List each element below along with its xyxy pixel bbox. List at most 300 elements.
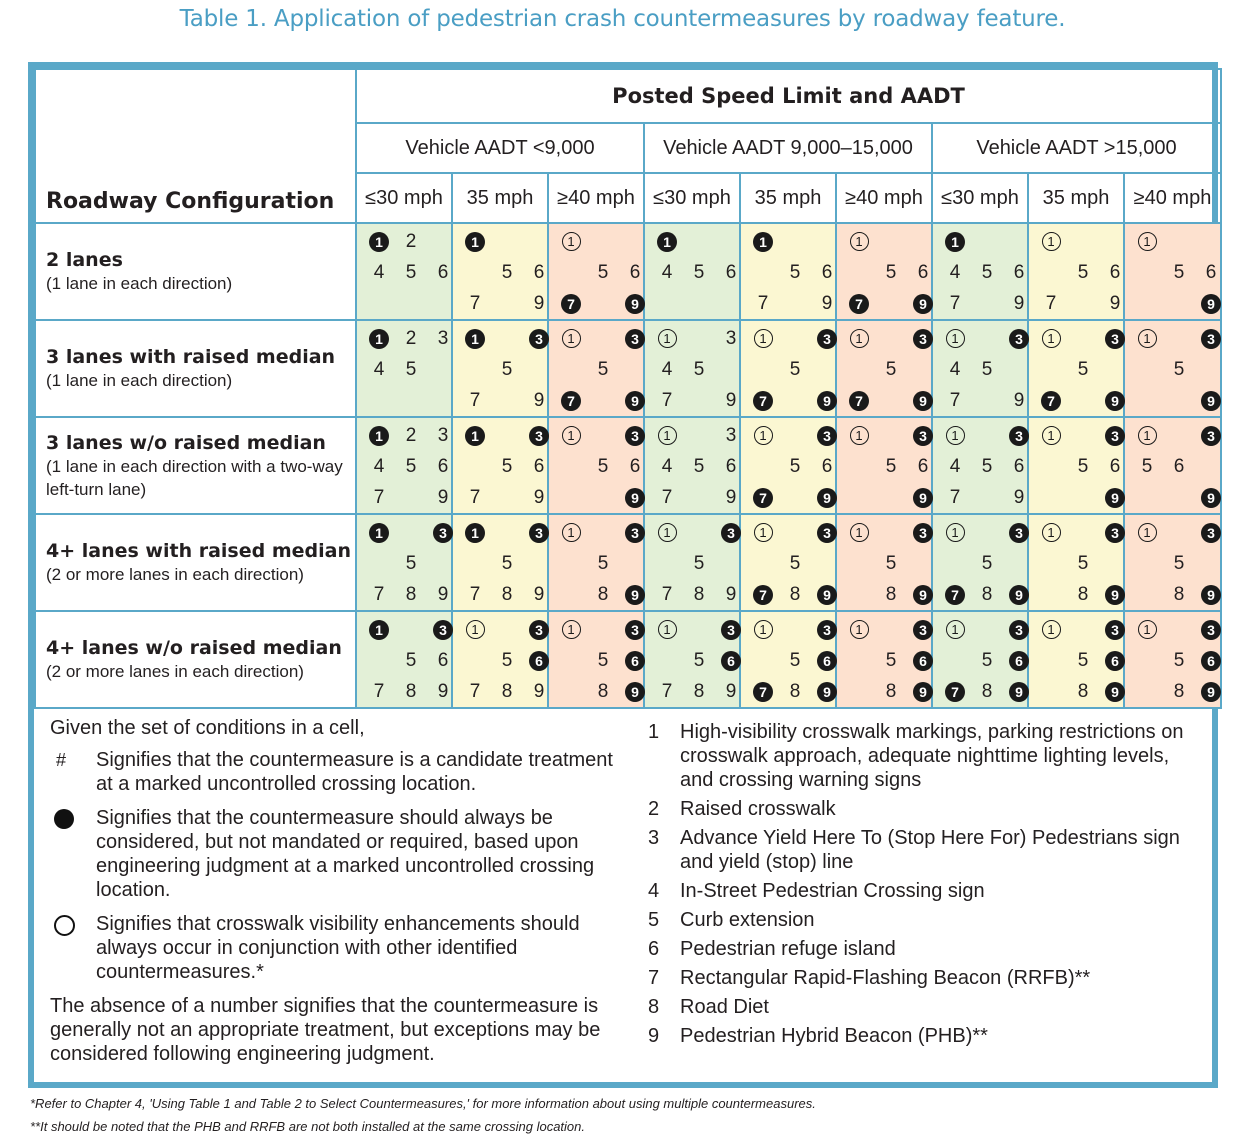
- cell-slot: [683, 645, 715, 676]
- countermeasure-number: 9: [533, 583, 545, 605]
- legend-hash-item: [50, 748, 620, 796]
- cell-slot: [1003, 288, 1035, 319]
- cell-slot: [651, 482, 683, 513]
- filled-number-icon: 7: [561, 391, 581, 411]
- table-row: [35, 320, 1221, 417]
- cell-slot: [1131, 257, 1163, 288]
- cell-slot: [427, 482, 459, 513]
- cell-slot: [491, 257, 523, 288]
- cell-slot: [587, 548, 619, 579]
- cell-slot: [1099, 548, 1131, 579]
- filled-number-icon: 7: [561, 294, 581, 314]
- filled-number-icon: 9: [1201, 585, 1221, 605]
- footnote-1: *Refer to Chapter 4, 'Using Table 1 and Table 2 to Select Countermeasures,' for more information about using multiple countermeasures.: [30, 1096, 816, 1111]
- cell-slot: [491, 451, 523, 482]
- cell-slot: [1195, 676, 1227, 707]
- cell-slot: [523, 451, 555, 482]
- cell-slot: [843, 482, 875, 513]
- cell-slot: [843, 385, 875, 416]
- filled-number-icon: 9: [1201, 488, 1221, 508]
- countermeasure-number: 9: [725, 486, 737, 508]
- cell-slot: [939, 257, 971, 288]
- cell-slot: [587, 676, 619, 707]
- countermeasure-number: 7: [469, 292, 481, 314]
- cell-slot: [747, 645, 779, 676]
- cell-slot: [683, 257, 715, 288]
- cell-slot: [779, 354, 811, 385]
- open-number-icon: 1: [658, 523, 677, 542]
- cell-slot: [363, 676, 395, 707]
- cell-slot: [811, 354, 843, 385]
- cell-slot: [875, 354, 907, 385]
- cell-slot: [395, 323, 427, 354]
- cell-slot: [523, 323, 555, 354]
- countermeasure-number: 6: [1173, 455, 1185, 477]
- filled-number-icon: 9: [1105, 488, 1125, 508]
- filled-number-icon: 6: [1009, 651, 1029, 671]
- filled-number-icon: 9: [1105, 585, 1125, 605]
- open-number-icon: 1: [754, 523, 773, 542]
- row-description: (1 lane in each direction with a two-way left-turn lane): [46, 456, 343, 499]
- cell-slot: [555, 548, 587, 579]
- cell-slot: [491, 517, 523, 548]
- cell-slot: [843, 451, 875, 482]
- countermeasure-number: 3: [437, 327, 449, 349]
- cell-slot: [875, 645, 907, 676]
- countermeasure-cell: [452, 611, 548, 708]
- cell-slot: [491, 614, 523, 645]
- cell-slot: [971, 323, 1003, 354]
- cell-slot: [1003, 676, 1035, 707]
- filled-number-icon: 6: [1105, 651, 1125, 671]
- cell-slot: [587, 420, 619, 451]
- filled-number-icon: 9: [817, 682, 837, 702]
- cell-slot: [811, 420, 843, 451]
- cell-slot: [1099, 420, 1131, 451]
- cell-slot: [811, 385, 843, 416]
- table-row: [35, 611, 1221, 708]
- cell-slot: [843, 645, 875, 676]
- countermeasure-number: 6: [1109, 261, 1121, 283]
- cell-slot: [843, 323, 875, 354]
- filled-number-icon: 3: [1105, 426, 1125, 446]
- countermeasure-item: [644, 908, 1204, 932]
- filled-number-icon: 9: [817, 391, 837, 411]
- filled-number-icon: 6: [913, 651, 933, 671]
- cell-slot: [427, 614, 459, 645]
- cell-slot: [1003, 482, 1035, 513]
- row-name: 2 lanes: [46, 249, 123, 271]
- cell-slot: [843, 226, 875, 257]
- cell-slot: [619, 257, 651, 288]
- cell-slot: [555, 354, 587, 385]
- legend-absence-text: The absence of a number signifies that the countermeasure is generally not an appropriate treatment, but exceptions may be considered following engineering judgment.: [50, 995, 601, 1065]
- cell-slot: [939, 451, 971, 482]
- cell-slot: [363, 517, 395, 548]
- filled-number-icon: 3: [817, 620, 837, 640]
- countermeasure-number: 9: [1013, 486, 1025, 508]
- cell-slot: [459, 354, 491, 385]
- cell-slot: [715, 676, 747, 707]
- filled-number-icon: 1: [465, 426, 485, 446]
- cell-slot: [1003, 548, 1035, 579]
- cell-slot: [971, 226, 1003, 257]
- cell-slot: [523, 385, 555, 416]
- filled-number-icon: 3: [913, 426, 933, 446]
- cell-slot: [619, 420, 651, 451]
- countermeasure-number: 4: [661, 358, 673, 380]
- row-description: (2 or more lanes in each direction): [46, 565, 304, 584]
- countermeasure-number: 7: [949, 292, 961, 314]
- countermeasure-number: 7: [373, 486, 385, 508]
- countermeasure-number: 8: [981, 680, 993, 702]
- countermeasure-number: 7: [661, 389, 673, 411]
- cell-slot: [427, 385, 459, 416]
- cell-slot: [1035, 645, 1067, 676]
- cell-slot: [779, 288, 811, 319]
- cell-slot: [1067, 420, 1099, 451]
- cell-slot: [587, 257, 619, 288]
- row-name: 4+ lanes w/o raised median: [46, 637, 342, 659]
- cell-slot: [651, 323, 683, 354]
- footnote-2: **It should be noted that the PHB and RRFB are not both installed at the same crossing location.: [30, 1119, 585, 1134]
- cell-slot: [1067, 257, 1099, 288]
- cell-slot: [779, 548, 811, 579]
- countermeasure-number: 5: [501, 261, 513, 283]
- open-number-icon: 1: [946, 523, 965, 542]
- cell-slot: [875, 323, 907, 354]
- cell-slot: [1163, 614, 1195, 645]
- row-description: (1 lane in each direction): [46, 274, 233, 293]
- countermeasure-number: 5: [885, 552, 897, 574]
- filled-number-icon: 3: [1201, 523, 1221, 543]
- cell-slot: [427, 323, 459, 354]
- cell-slot: [491, 354, 523, 385]
- countermeasure-number: 6: [821, 455, 833, 477]
- cell-slot: [1099, 676, 1131, 707]
- cell-slot: [939, 226, 971, 257]
- cell-slot: [683, 579, 715, 610]
- filled-circle-icon: [54, 809, 74, 829]
- open-number-icon: 1: [850, 232, 869, 251]
- cell-slot: [363, 354, 395, 385]
- countermeasure-cell: [1124, 417, 1221, 514]
- cell-slot: [395, 548, 427, 579]
- filled-number-icon: 3: [433, 620, 453, 640]
- cell-slot: [1131, 420, 1163, 451]
- cell-slot: [1163, 323, 1195, 354]
- cell-slot: [907, 451, 939, 482]
- countermeasure-number: 6: [821, 261, 833, 283]
- countermeasure-cell: [548, 417, 644, 514]
- countermeasure-number: 4: [949, 358, 961, 380]
- cell-slot: [555, 517, 587, 548]
- countermeasure-text: Advance Yield Here To (Stop Here For) Pedestrians sign and yield (stop) line: [680, 827, 1180, 873]
- filled-number-icon: 7: [753, 585, 773, 605]
- cell-slot: [395, 385, 427, 416]
- countermeasure-number: 8: [1077, 680, 1089, 702]
- cell-slot: [683, 288, 715, 319]
- filled-number-icon: 3: [913, 523, 933, 543]
- filled-number-icon: 6: [817, 651, 837, 671]
- countermeasure-number: 5: [501, 552, 513, 574]
- countermeasure-number: 5: [501, 455, 513, 477]
- countermeasure-number: 9: [648, 1025, 660, 1047]
- cell-slot: [939, 676, 971, 707]
- countermeasure-cell: [740, 320, 836, 417]
- cell-slot: [1003, 645, 1035, 676]
- countermeasure-cell: [932, 611, 1028, 708]
- cell-slot: [523, 645, 555, 676]
- countermeasure-number: 5: [693, 358, 705, 380]
- filled-number-icon: 7: [945, 585, 965, 605]
- open-number-icon: 1: [946, 329, 965, 348]
- cell-slot: [1131, 548, 1163, 579]
- cell-slot: [619, 451, 651, 482]
- cell-slot: [907, 517, 939, 548]
- cell-slot: [1099, 354, 1131, 385]
- cell-slot: [907, 323, 939, 354]
- countermeasure-item: [644, 995, 1204, 1019]
- cell-slot: [811, 257, 843, 288]
- cell-slot: [587, 354, 619, 385]
- open-number-icon: 1: [658, 426, 677, 445]
- cell-slot: [363, 614, 395, 645]
- cell-slot: [459, 614, 491, 645]
- cell-slot: [1195, 451, 1227, 482]
- cell-slot: [939, 645, 971, 676]
- cell-slot: [811, 614, 843, 645]
- cell-slot: [779, 676, 811, 707]
- countermeasure-number: 5: [693, 552, 705, 574]
- cell-slot: [939, 482, 971, 513]
- cell-slot: [619, 517, 651, 548]
- cell-slot: [619, 288, 651, 319]
- cell-slot: [1099, 645, 1131, 676]
- aadt-group-header: Vehicle AADT 9,000–15,000: [644, 123, 932, 173]
- cell-slot: [875, 451, 907, 482]
- countermeasure-cell: [932, 417, 1028, 514]
- filled-number-icon: 1: [369, 620, 389, 640]
- cell-slot: [1067, 517, 1099, 548]
- countermeasure-cell: [740, 223, 836, 320]
- cell-slot: [747, 226, 779, 257]
- cell-slot: [971, 420, 1003, 451]
- cell-slot: [491, 579, 523, 610]
- cell-slot: [1195, 645, 1227, 676]
- countermeasure-text: Rectangular Rapid-Flashing Beacon (RRFB)**: [680, 967, 1091, 989]
- countermeasure-number: 7: [373, 583, 385, 605]
- filled-number-icon: 3: [913, 620, 933, 640]
- open-number-icon: 1: [850, 523, 869, 542]
- cell-slot: [1067, 548, 1099, 579]
- open-number-icon: 1: [1042, 523, 1061, 542]
- countermeasure-number: 5: [981, 455, 993, 477]
- cell-slot: [1131, 288, 1163, 319]
- cell-slot: [491, 323, 523, 354]
- cell-slot: [491, 482, 523, 513]
- countermeasure-number: 8: [1173, 680, 1185, 702]
- countermeasure-number: 5: [597, 261, 609, 283]
- cell-slot: [395, 226, 427, 257]
- cell-slot: [363, 288, 395, 319]
- countermeasure-number: 7: [757, 292, 769, 314]
- countermeasure-cell: [644, 320, 740, 417]
- filled-number-icon: 9: [1105, 391, 1125, 411]
- hash-symbol: #: [56, 750, 67, 770]
- countermeasure-number: 5: [1077, 261, 1089, 283]
- cell-slot: [427, 517, 459, 548]
- cell-slot: [651, 548, 683, 579]
- cell-slot: [779, 579, 811, 610]
- cell-slot: [1035, 579, 1067, 610]
- filled-number-icon: 3: [817, 523, 837, 543]
- filled-number-icon: 7: [849, 391, 869, 411]
- countermeasure-cell: [356, 514, 452, 611]
- cell-slot: [1067, 614, 1099, 645]
- cell-slot: [363, 579, 395, 610]
- cell-slot: [1195, 385, 1227, 416]
- countermeasure-cell: [1028, 611, 1124, 708]
- cell-slot: [811, 548, 843, 579]
- cell-slot: [395, 420, 427, 451]
- countermeasure-number: 5: [1077, 455, 1089, 477]
- cell-slot: [363, 420, 395, 451]
- filled-number-icon: 3: [721, 620, 741, 640]
- countermeasure-number: 5: [405, 649, 417, 671]
- cell-slot: [1035, 257, 1067, 288]
- cell-slot: [1163, 354, 1195, 385]
- cell-slot: [811, 482, 843, 513]
- table-row: [35, 417, 1221, 514]
- countermeasure-number: 5: [501, 358, 513, 380]
- cell-slot: [1003, 614, 1035, 645]
- filled-number-icon: 9: [1009, 682, 1029, 702]
- countermeasure-number: 6: [629, 261, 641, 283]
- open-number-icon: 1: [562, 426, 581, 445]
- countermeasure-number: 5: [789, 358, 801, 380]
- cell-slot: [555, 288, 587, 319]
- open-number-icon: 1: [850, 426, 869, 445]
- open-number-icon: 1: [754, 329, 773, 348]
- speed-header: ≥40 mph: [1124, 173, 1221, 223]
- countermeasure-number: 6: [437, 455, 449, 477]
- cell-slot: [459, 517, 491, 548]
- cell-slot: [907, 420, 939, 451]
- countermeasure-number: 9: [1013, 389, 1025, 411]
- cell-slot: [491, 226, 523, 257]
- countermeasure-cell: [932, 223, 1028, 320]
- cell-slot: [1067, 385, 1099, 416]
- filled-number-icon: 7: [1041, 391, 1061, 411]
- cell-slot: [907, 614, 939, 645]
- countermeasure-number: 5: [693, 261, 705, 283]
- legend-intro: Given the set of conditions in a cell,: [50, 717, 365, 739]
- cell-slot: [779, 451, 811, 482]
- cell-slot: [715, 548, 747, 579]
- cell-slot: [427, 548, 459, 579]
- cell-slot: [523, 548, 555, 579]
- cell-slot: [971, 385, 1003, 416]
- cell-slot: [1131, 451, 1163, 482]
- cell-slot: [1035, 385, 1067, 416]
- countermeasure-text: Raised crosswalk: [680, 798, 836, 820]
- open-number-icon: 1: [850, 329, 869, 348]
- cell-slot: [843, 420, 875, 451]
- countermeasure-number: 5: [597, 552, 609, 574]
- countermeasure-number: 9: [725, 389, 737, 411]
- cell-slot: [363, 323, 395, 354]
- cell-slot: [1163, 257, 1195, 288]
- cell-slot: [619, 354, 651, 385]
- cell-slot: [587, 323, 619, 354]
- cell-slot: [907, 226, 939, 257]
- cell-slot: [1163, 676, 1195, 707]
- open-number-icon: 1: [754, 426, 773, 445]
- cell-slot: [1003, 517, 1035, 548]
- cell-slot: [779, 517, 811, 548]
- cell-slot: [747, 517, 779, 548]
- filled-number-icon: 3: [721, 523, 741, 543]
- countermeasure-cell: [452, 223, 548, 320]
- filled-number-icon: 9: [625, 391, 645, 411]
- cell-slot: [971, 517, 1003, 548]
- legend-filled-text: Signifies that the countermeasure should always be considered, but not mandated or required, based upon engineering judgment at a marked uncontrolled crossing location.: [96, 807, 595, 901]
- countermeasure-table: [34, 68, 1222, 709]
- cell-slot: [1131, 517, 1163, 548]
- cell-slot: [1035, 614, 1067, 645]
- row-label: [35, 320, 356, 417]
- filled-number-icon: 3: [913, 329, 933, 349]
- filled-number-icon: 3: [1201, 329, 1221, 349]
- countermeasure-cell: [452, 417, 548, 514]
- cell-slot: [875, 517, 907, 548]
- cell-slot: [587, 614, 619, 645]
- cell-slot: [651, 451, 683, 482]
- cell-slot: [747, 451, 779, 482]
- cell-slot: [459, 288, 491, 319]
- countermeasure-number: 5: [885, 649, 897, 671]
- countermeasure-number: 6: [725, 261, 737, 283]
- cell-slot: [1131, 385, 1163, 416]
- filled-number-icon: 3: [1105, 523, 1125, 543]
- cell-slot: [779, 645, 811, 676]
- countermeasure-number: 8: [405, 583, 417, 605]
- cell-slot: [1067, 676, 1099, 707]
- cell-slot: [651, 645, 683, 676]
- cell-slot: [1035, 676, 1067, 707]
- cell-slot: [1003, 451, 1035, 482]
- speed-header: ≥40 mph: [548, 173, 644, 223]
- countermeasure-number: 4: [661, 455, 673, 477]
- cell-slot: [363, 645, 395, 676]
- countermeasure-number: 9: [1109, 292, 1121, 314]
- cell-slot: [1195, 517, 1227, 548]
- cell-slot: [619, 323, 651, 354]
- countermeasure-cell: [1124, 611, 1221, 708]
- cell-slot: [555, 257, 587, 288]
- open-number-icon: 1: [1042, 426, 1061, 445]
- cell-slot: [779, 226, 811, 257]
- cell-slot: [651, 420, 683, 451]
- countermeasure-number: 9: [725, 583, 737, 605]
- countermeasure-number: 7: [661, 486, 673, 508]
- cell-slot: [1131, 354, 1163, 385]
- cell-slot: [683, 548, 715, 579]
- cell-slot: [843, 579, 875, 610]
- cell-slot: [459, 385, 491, 416]
- filled-number-icon: 9: [1201, 391, 1221, 411]
